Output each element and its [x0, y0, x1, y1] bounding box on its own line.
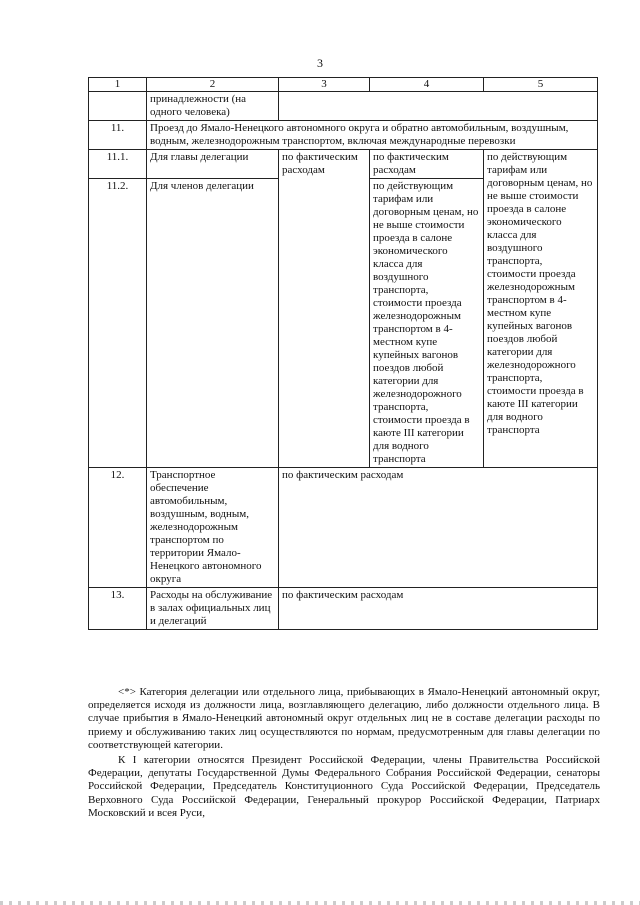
row-number-cell	[89, 92, 147, 121]
row-section-title: Проезд до Ямало-Ненецкого автономного округа и обратно автомобильным, воздушным, водным, железнодорожным транспортом, включая международные перевозки	[147, 121, 598, 150]
row-value-cell: по действующим тарифам или договорным ценам, но не выше стоимости проезда в салоне экономического класса для воздушного транспорта, стоимости проезда железнодорожным транспортом в 4-местном купе купейных вагонов поездов любой категории для железнодорожного транспорта, стоимости проезда в каюте III категории для водного транспорта	[370, 179, 484, 468]
header-cell: 4	[370, 78, 484, 92]
header-cell: 5	[484, 78, 598, 92]
scan-edge-artifact	[0, 901, 640, 905]
row-name-cell: Для главы делегации	[147, 150, 279, 179]
category-paragraph: К I категории относятся Президент Российской Федерации, члены Правительства Российской Федерации, депутаты Государственной Думы Федерального Собрания Российской Федерации, сенаторы Российской Федерации, Председатель Конституционного Суда Российской Федерации, Председатель Верховного Суда Российской Федерации, Генеральный прокурор Российской Федерации, Патриарх Московский и всея Руси,	[88, 754, 600, 819]
table-header-row	[89, 78, 598, 92]
expense-norms-table	[88, 77, 598, 630]
row-value-cell: по фактическим расходам	[370, 150, 484, 179]
header-cell: 3	[279, 78, 370, 92]
row-name-cell: Для членов делегации	[147, 179, 279, 468]
footnotes	[88, 686, 600, 822]
row-value-cell: по фактическим расходам	[279, 468, 598, 588]
table-row	[89, 92, 598, 121]
row-name-cell: Расходы на обслуживание в залах официальных лиц и делегаций	[147, 588, 279, 630]
footnote-paragraph: <*> Категория делегации или отдельного лица, прибывающих в Ямало-Ненецкий автономный округ, определяется исходя из должности лица, возглавляющего делегацию, либо должности отдельного лица. В случае прибытия в Ямало-Ненецкий автономный округ отдельных лиц не в составе делегации расходы по приему и обслуживанию таких лиц осуществляются по нормам, предусмотренным для главы делегации по соответствующей категории.	[88, 686, 600, 751]
row-number-cell: 11.2.	[89, 179, 147, 468]
row-number-cell: 13.	[89, 588, 147, 630]
row-value-cell: по действующим тарифам или договорным ценам, но не выше стоимости проезда в салоне экономического класса для воздушного транспорта, стоимости проезда железнодорожным транспортом в 4-местном купе купейных вагонов поездов любой категории для железнодорожного транспорта, стоимости проезда в каюте III категории для водного транспорта	[484, 150, 598, 468]
row-number-cell: 11.1.	[89, 150, 147, 179]
table-row	[89, 468, 598, 588]
table-row	[89, 588, 598, 630]
row-value-cell	[279, 92, 598, 121]
table-row	[89, 121, 598, 150]
row-name-cell: Транспортное обеспечение автомобильным, воздушным, водным, железнодорожным транспортом по территории Ямало-Ненецкого автономного округа	[147, 468, 279, 588]
table-row	[89, 150, 598, 179]
row-value-cell: по фактическим расходам	[279, 588, 598, 630]
row-number-cell: 11.	[89, 121, 147, 150]
header-cell: 2	[147, 78, 279, 92]
header-cell: 1	[89, 78, 147, 92]
row-value-cell: по фактическим расходам	[279, 150, 370, 468]
row-name-cell: принадлежности (на одного человека)	[147, 92, 279, 121]
page-number: 3	[317, 56, 323, 70]
row-number-cell: 12.	[89, 468, 147, 588]
